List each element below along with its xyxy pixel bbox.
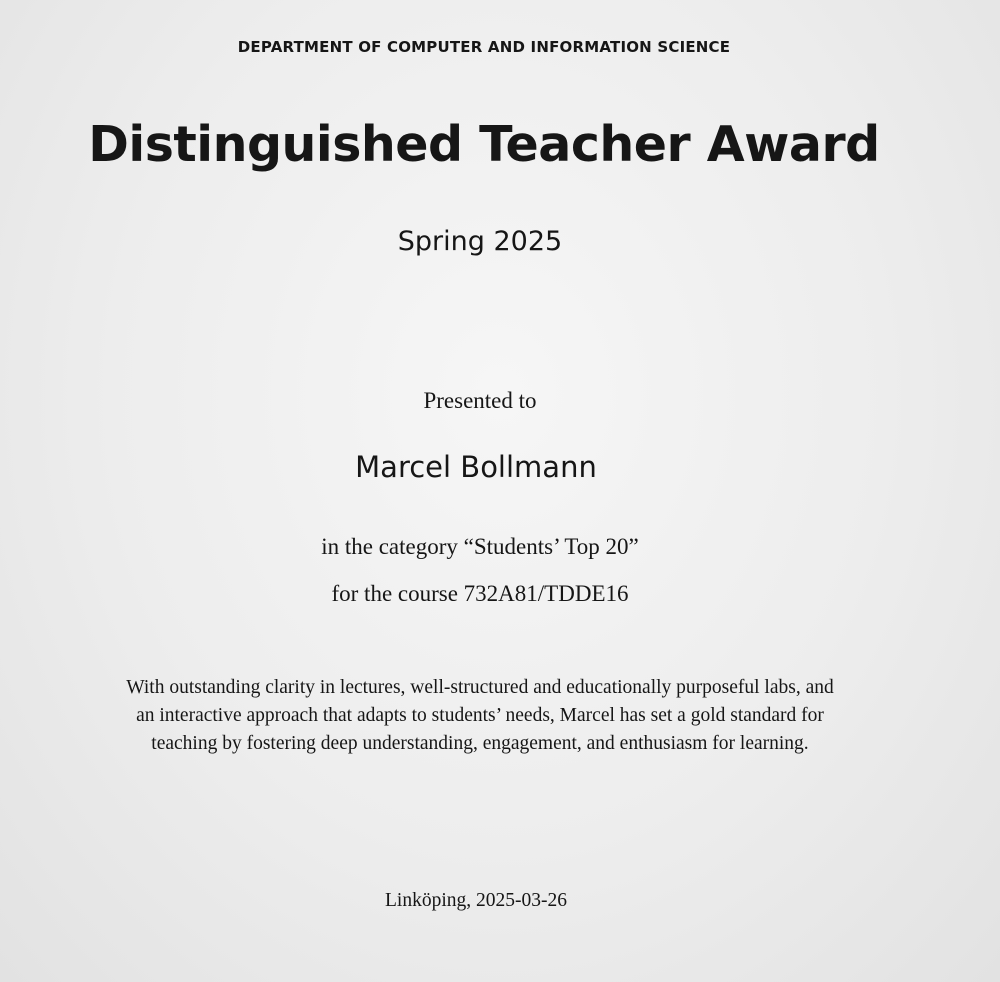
place-and-date: Linköping, 2025-03-26 (385, 890, 567, 911)
presented-to-label: Presented to (423, 388, 537, 413)
citation-line: With outstanding clarity in lectures, well-structured and educationally purposeful labs, and (126, 677, 834, 698)
course-code: for the course 732A81/TDDE16 (331, 581, 629, 606)
department-heading: DEPARTMENT OF COMPUTER AND INFORMATION SCIENCE (237, 38, 731, 56)
award-term: Spring 2025 (397, 226, 563, 257)
citation-line: teaching by fostering deep understanding, engagement, and enthusiasm for learning. (151, 733, 809, 754)
award-category: in the category “Students’ Top 20” (321, 534, 639, 559)
award-title: Distinguished Teacher Award (88, 116, 880, 173)
recipient-name: Marcel Bollmann (355, 450, 597, 484)
citation-line: an interactive approach that adapts to students’ needs, Marcel has set a gold standard for (136, 705, 824, 726)
